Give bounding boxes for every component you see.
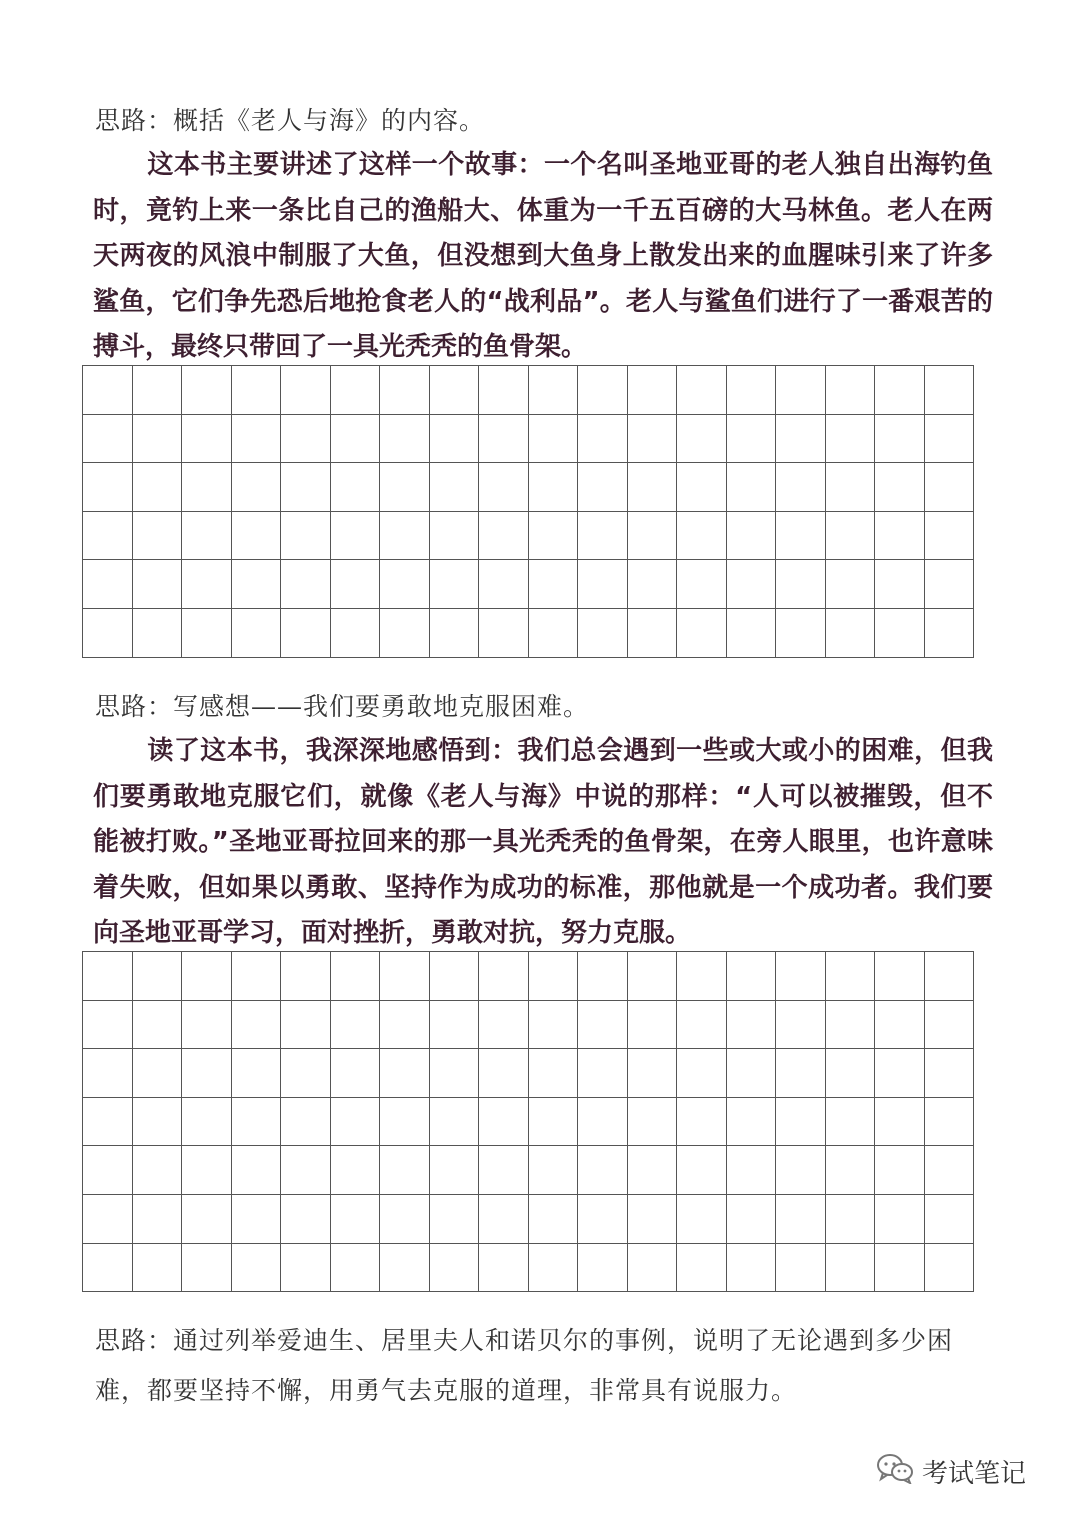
grid-cell[interactable] bbox=[133, 1244, 183, 1293]
writing-grid-2[interactable] bbox=[82, 951, 974, 1292]
grid-cell[interactable] bbox=[133, 512, 183, 561]
grid-cell[interactable] bbox=[677, 463, 727, 512]
grid-cell[interactable] bbox=[529, 1146, 579, 1195]
grid-cell[interactable] bbox=[727, 415, 777, 464]
grid-cell[interactable] bbox=[776, 415, 826, 464]
grid-cell[interactable] bbox=[529, 560, 579, 609]
grid-cell[interactable] bbox=[232, 463, 282, 512]
grid-cell[interactable] bbox=[925, 1098, 975, 1147]
grid-cell[interactable] bbox=[133, 1146, 183, 1195]
grid-cell[interactable] bbox=[578, 415, 628, 464]
grid-cell[interactable] bbox=[430, 366, 480, 415]
grid-cell[interactable] bbox=[331, 1098, 381, 1147]
grid-cell[interactable] bbox=[776, 1098, 826, 1147]
grid-cell[interactable] bbox=[628, 512, 678, 561]
grid-cell[interactable] bbox=[232, 366, 282, 415]
grid-cell[interactable] bbox=[133, 1049, 183, 1098]
grid-cell[interactable] bbox=[677, 1049, 727, 1098]
grid-cell[interactable] bbox=[925, 1195, 975, 1244]
grid-cell[interactable] bbox=[281, 415, 331, 464]
grid-cell[interactable] bbox=[83, 1001, 133, 1050]
grid-cell[interactable] bbox=[578, 1146, 628, 1195]
grid-cell[interactable] bbox=[578, 560, 628, 609]
grid-cell[interactable] bbox=[628, 1146, 678, 1195]
grid-cell[interactable] bbox=[331, 560, 381, 609]
grid-cell[interactable] bbox=[430, 463, 480, 512]
grid-cell[interactable] bbox=[925, 952, 975, 1001]
grid-cell[interactable] bbox=[182, 366, 232, 415]
grid-cell[interactable] bbox=[677, 512, 727, 561]
grid-cell[interactable] bbox=[182, 463, 232, 512]
grid-cell[interactable] bbox=[479, 1098, 529, 1147]
grid-cell[interactable] bbox=[529, 463, 579, 512]
grid-cell[interactable] bbox=[281, 1195, 331, 1244]
grid-cell[interactable] bbox=[133, 366, 183, 415]
grid-cell[interactable] bbox=[628, 952, 678, 1001]
grid-cell[interactable] bbox=[677, 952, 727, 1001]
grid-cell[interactable] bbox=[331, 1195, 381, 1244]
grid-cell[interactable] bbox=[281, 1146, 331, 1195]
grid-cell[interactable] bbox=[182, 1195, 232, 1244]
grid-cell[interactable] bbox=[281, 512, 331, 561]
grid-cell[interactable] bbox=[479, 1146, 529, 1195]
grid-cell[interactable] bbox=[182, 1001, 232, 1050]
grid-cell[interactable] bbox=[83, 952, 133, 1001]
grid-cell[interactable] bbox=[578, 952, 628, 1001]
grid-cell[interactable] bbox=[182, 1098, 232, 1147]
answer-2-text: 读了这本书，我深深地感悟到：我们总会遇到一些或大或小的困难，但我们要勇敢地克服它们，就像《老人与海》中说的那样：“人可以被摧毁，但不能被打败。”圣地亚哥拉回来的那一具光秃秃的鱼骨架，在旁人眼里，也许意味着失败，但如果以勇敢、坚持作为成功的标准，那他就是一个成功者。我们要向圣地亚哥学习，面对挫折，勇敢对抗，努力克服。 bbox=[93, 736, 993, 948]
grid-cell[interactable] bbox=[727, 952, 777, 1001]
grid-cell[interactable] bbox=[430, 952, 480, 1001]
grid-cell[interactable] bbox=[133, 952, 183, 1001]
grid-cell[interactable] bbox=[727, 1146, 777, 1195]
grid-cell[interactable] bbox=[776, 1001, 826, 1050]
grid-cell[interactable] bbox=[133, 1001, 183, 1050]
grid-cell[interactable] bbox=[479, 1244, 529, 1293]
grid-cell[interactable] bbox=[875, 560, 925, 609]
grid-cell[interactable] bbox=[677, 609, 727, 658]
grid-cell[interactable] bbox=[232, 952, 282, 1001]
grid-cell[interactable] bbox=[281, 366, 331, 415]
grid-cell[interactable] bbox=[727, 1244, 777, 1293]
grid-cell[interactable] bbox=[875, 952, 925, 1001]
grid-cell[interactable] bbox=[133, 560, 183, 609]
grid-cell[interactable] bbox=[578, 1195, 628, 1244]
grid-cell[interactable] bbox=[479, 512, 529, 561]
grid-cell[interactable] bbox=[133, 463, 183, 512]
grid-cell[interactable] bbox=[826, 366, 876, 415]
grid-cell[interactable] bbox=[875, 1001, 925, 1050]
grid-cell[interactable] bbox=[331, 1001, 381, 1050]
grid-cell[interactable] bbox=[925, 1049, 975, 1098]
grid-cell[interactable] bbox=[83, 415, 133, 464]
grid-cell[interactable] bbox=[529, 512, 579, 561]
grid-cell[interactable] bbox=[875, 1244, 925, 1293]
grid-cell[interactable] bbox=[677, 415, 727, 464]
grid-cell[interactable] bbox=[232, 1049, 282, 1098]
grid-cell[interactable] bbox=[727, 609, 777, 658]
grid-cell[interactable] bbox=[182, 512, 232, 561]
grid-cell[interactable] bbox=[133, 415, 183, 464]
grid-cell[interactable] bbox=[529, 366, 579, 415]
grid-cell[interactable] bbox=[380, 609, 430, 658]
grid-cell[interactable] bbox=[479, 560, 529, 609]
grid-cell[interactable] bbox=[529, 1098, 579, 1147]
grid-cell[interactable] bbox=[83, 1244, 133, 1293]
grid-cell[interactable] bbox=[430, 1146, 480, 1195]
hint-1: 思路：概括《老人与海》的内容。 bbox=[95, 106, 486, 135]
grid-cell[interactable] bbox=[380, 1195, 430, 1244]
grid-cell[interactable] bbox=[529, 1195, 579, 1244]
grid-cell[interactable] bbox=[826, 609, 876, 658]
grid-cell[interactable] bbox=[232, 512, 282, 561]
grid-cell[interactable] bbox=[776, 366, 826, 415]
grid-cell[interactable] bbox=[281, 1244, 331, 1293]
grid-cell[interactable] bbox=[826, 1001, 876, 1050]
grid-cell[interactable] bbox=[875, 1146, 925, 1195]
grid-cell[interactable] bbox=[182, 415, 232, 464]
grid-cell[interactable] bbox=[628, 1049, 678, 1098]
grid-cell[interactable] bbox=[430, 560, 480, 609]
grid-cell[interactable] bbox=[925, 1146, 975, 1195]
grid-cell[interactable] bbox=[925, 609, 975, 658]
grid-cell[interactable] bbox=[727, 1049, 777, 1098]
grid-cell[interactable] bbox=[628, 366, 678, 415]
grid-cell[interactable] bbox=[182, 560, 232, 609]
grid-cell[interactable] bbox=[776, 1049, 826, 1098]
grid-cell[interactable] bbox=[925, 415, 975, 464]
grid-cell[interactable] bbox=[776, 512, 826, 561]
grid-cell[interactable] bbox=[380, 1049, 430, 1098]
grid-cell[interactable] bbox=[776, 609, 826, 658]
grid-cell[interactable] bbox=[875, 415, 925, 464]
grid-cell[interactable] bbox=[826, 415, 876, 464]
grid-cell[interactable] bbox=[380, 366, 430, 415]
grid-cell[interactable] bbox=[875, 512, 925, 561]
grid-cell[interactable] bbox=[83, 463, 133, 512]
grid-cell[interactable] bbox=[281, 463, 331, 512]
grid-cell[interactable] bbox=[83, 1049, 133, 1098]
grid-cell[interactable] bbox=[578, 1244, 628, 1293]
grid-cell[interactable] bbox=[232, 415, 282, 464]
grid-cell[interactable] bbox=[727, 1098, 777, 1147]
grid-cell[interactable] bbox=[83, 560, 133, 609]
grid-cell[interactable] bbox=[776, 1146, 826, 1195]
grid-cell[interactable] bbox=[826, 952, 876, 1001]
grid-cell[interactable] bbox=[578, 463, 628, 512]
grid-cell[interactable] bbox=[677, 1098, 727, 1147]
grid-cell[interactable] bbox=[430, 512, 480, 561]
grid-cell[interactable] bbox=[628, 415, 678, 464]
grid-cell[interactable] bbox=[281, 952, 331, 1001]
grid-cell[interactable] bbox=[826, 1195, 876, 1244]
grid-cell[interactable] bbox=[380, 512, 430, 561]
grid-cell[interactable] bbox=[529, 609, 579, 658]
grid-cell[interactable] bbox=[182, 1244, 232, 1293]
grid-cell[interactable] bbox=[232, 1098, 282, 1147]
grid-cell[interactable] bbox=[133, 1195, 183, 1244]
grid-cell[interactable] bbox=[430, 609, 480, 658]
grid-cell[interactable] bbox=[83, 512, 133, 561]
hint-2: 思路：写感想——我们要勇敢地克服困难。 bbox=[95, 692, 590, 721]
grid-cell[interactable] bbox=[925, 1244, 975, 1293]
grid-cell[interactable] bbox=[430, 1049, 480, 1098]
wechat-icon bbox=[876, 1452, 914, 1491]
grid-cell[interactable] bbox=[331, 609, 381, 658]
grid-cell[interactable] bbox=[380, 1146, 430, 1195]
grid-cell[interactable] bbox=[133, 1098, 183, 1147]
grid-cell[interactable] bbox=[83, 1098, 133, 1147]
grid-cell[interactable] bbox=[380, 1001, 430, 1050]
grid-cell[interactable] bbox=[430, 1001, 480, 1050]
grid-cell[interactable] bbox=[628, 1195, 678, 1244]
grid-cell[interactable] bbox=[380, 560, 430, 609]
grid-cell[interactable] bbox=[479, 366, 529, 415]
grid-cell[interactable] bbox=[331, 415, 381, 464]
grid-cell[interactable] bbox=[776, 560, 826, 609]
grid-cell[interactable] bbox=[628, 1001, 678, 1050]
grid-cell[interactable] bbox=[380, 1244, 430, 1293]
grid-cell[interactable] bbox=[380, 952, 430, 1001]
grid-cell[interactable] bbox=[182, 952, 232, 1001]
grid-cell[interactable] bbox=[529, 1001, 579, 1050]
watermark-label: 考试笔记 bbox=[922, 1459, 1027, 1489]
grid-cell[interactable] bbox=[925, 366, 975, 415]
grid-cell[interactable] bbox=[182, 609, 232, 658]
grid-cell[interactable] bbox=[232, 560, 282, 609]
grid-cell[interactable] bbox=[677, 1001, 727, 1050]
answer-1 bbox=[93, 143, 993, 371]
grid-cell[interactable] bbox=[925, 560, 975, 609]
grid-cell[interactable] bbox=[331, 1049, 381, 1098]
grid-cell[interactable] bbox=[776, 1244, 826, 1293]
grid-cell[interactable] bbox=[83, 1146, 133, 1195]
grid-cell[interactable] bbox=[529, 415, 579, 464]
grid-cell[interactable] bbox=[628, 1098, 678, 1147]
grid-cell[interactable] bbox=[727, 1195, 777, 1244]
grid-cell[interactable] bbox=[281, 1049, 331, 1098]
grid-cell[interactable] bbox=[826, 560, 876, 609]
grid-cell[interactable] bbox=[83, 366, 133, 415]
grid-cell[interactable] bbox=[826, 1146, 876, 1195]
grid-cell[interactable] bbox=[430, 1098, 480, 1147]
grid-cell[interactable] bbox=[677, 1195, 727, 1244]
grid-cell[interactable] bbox=[430, 1195, 480, 1244]
grid-cell[interactable] bbox=[479, 952, 529, 1001]
watermark bbox=[876, 1452, 1026, 1491]
grid-cell[interactable] bbox=[479, 463, 529, 512]
grid-cell[interactable] bbox=[380, 415, 430, 464]
grid-cell[interactable] bbox=[331, 512, 381, 561]
grid-cell[interactable] bbox=[331, 1244, 381, 1293]
grid-cell[interactable] bbox=[281, 560, 331, 609]
grid-cell[interactable] bbox=[628, 560, 678, 609]
grid-cell[interactable] bbox=[677, 366, 727, 415]
grid-cell[interactable] bbox=[578, 1001, 628, 1050]
grid-cell[interactable] bbox=[479, 1001, 529, 1050]
grid-cell[interactable] bbox=[232, 1244, 282, 1293]
grid-cell[interactable] bbox=[331, 463, 381, 512]
hint-3: 思路：通过列举爱迪生、居里夫人和诺贝尔的事例，说明了无论遇到多少困难，都要坚持不懈，用勇气去克服的道理，非常具有说服力。 bbox=[95, 1326, 954, 1405]
grid-cell[interactable] bbox=[727, 1001, 777, 1050]
grid-cell[interactable] bbox=[281, 1098, 331, 1147]
grid-cell[interactable] bbox=[628, 1244, 678, 1293]
grid-cell[interactable] bbox=[925, 512, 975, 561]
grid-cell[interactable] bbox=[331, 952, 381, 1001]
grid-cell[interactable] bbox=[430, 1244, 480, 1293]
grid-cell[interactable] bbox=[875, 609, 925, 658]
grid-cell[interactable] bbox=[182, 1049, 232, 1098]
grid-cell[interactable] bbox=[776, 463, 826, 512]
grid-cell[interactable] bbox=[380, 1098, 430, 1147]
grid-cell[interactable] bbox=[479, 1195, 529, 1244]
grid-cell[interactable] bbox=[578, 1049, 628, 1098]
grid-cell[interactable] bbox=[529, 952, 579, 1001]
grid-cell[interactable] bbox=[83, 1195, 133, 1244]
grid-cell[interactable] bbox=[479, 1049, 529, 1098]
grid-cell[interactable] bbox=[875, 463, 925, 512]
writing-grid-1[interactable] bbox=[82, 365, 974, 658]
grid-cell[interactable] bbox=[875, 1049, 925, 1098]
answer-2 bbox=[93, 729, 993, 957]
grid-cell[interactable] bbox=[479, 609, 529, 658]
grid-cell[interactable] bbox=[875, 366, 925, 415]
grid-cell[interactable] bbox=[628, 609, 678, 658]
grid-cell[interactable] bbox=[727, 560, 777, 609]
grid-cell[interactable] bbox=[677, 1146, 727, 1195]
grid-cell[interactable] bbox=[776, 952, 826, 1001]
grid-cell[interactable] bbox=[281, 609, 331, 658]
grid-cell[interactable] bbox=[727, 366, 777, 415]
grid-cell[interactable] bbox=[281, 1001, 331, 1050]
grid-cell[interactable] bbox=[232, 1001, 282, 1050]
grid-cell[interactable] bbox=[529, 1049, 579, 1098]
grid-cell[interactable] bbox=[776, 1195, 826, 1244]
grid-cell[interactable] bbox=[677, 1244, 727, 1293]
grid-cell[interactable] bbox=[133, 609, 183, 658]
grid-cell[interactable] bbox=[83, 609, 133, 658]
grid-cell[interactable] bbox=[578, 609, 628, 658]
grid-cell[interactable] bbox=[875, 1195, 925, 1244]
grid-cell[interactable] bbox=[380, 463, 430, 512]
grid-cell[interactable] bbox=[430, 415, 480, 464]
grid-cell[interactable] bbox=[232, 1195, 282, 1244]
grid-cell[interactable] bbox=[628, 463, 678, 512]
grid-cell[interactable] bbox=[826, 512, 876, 561]
grid-cell[interactable] bbox=[331, 366, 381, 415]
grid-cell[interactable] bbox=[232, 609, 282, 658]
grid-cell[interactable] bbox=[925, 1001, 975, 1050]
grid-cell[interactable] bbox=[232, 1146, 282, 1195]
grid-cell[interactable] bbox=[677, 560, 727, 609]
grid-cell[interactable] bbox=[826, 1098, 876, 1147]
grid-cell[interactable] bbox=[925, 463, 975, 512]
grid-cell[interactable] bbox=[182, 1146, 232, 1195]
grid-cell[interactable] bbox=[479, 415, 529, 464]
grid-cell[interactable] bbox=[578, 512, 628, 561]
grid-cell[interactable] bbox=[826, 1049, 876, 1098]
grid-cell[interactable] bbox=[826, 463, 876, 512]
grid-cell[interactable] bbox=[875, 1098, 925, 1147]
grid-cell[interactable] bbox=[826, 1244, 876, 1293]
grid-cell[interactable] bbox=[727, 512, 777, 561]
grid-cell[interactable] bbox=[578, 1098, 628, 1147]
grid-cell[interactable] bbox=[529, 1244, 579, 1293]
grid-cell[interactable] bbox=[331, 1146, 381, 1195]
grid-cell[interactable] bbox=[578, 366, 628, 415]
answer-1-text: 这本书主要讲述了这样一个故事：一个名叫圣地亚哥的老人独自出海钓鱼时，竟钓上来一条比自己的渔船大、体重为一千五百磅的大马林鱼。老人在两天两夜的风浪中制服了大鱼，但没想到大鱼身上散发出来的血腥味引来了许多鲨鱼，它们争先恐后地抢食老人的“战利品”。老人与鲨鱼们进行了一番艰苦的搏斗，最终只带回了一具光秃秃的鱼骨架。 bbox=[93, 150, 993, 362]
grid-cell[interactable] bbox=[727, 463, 777, 512]
